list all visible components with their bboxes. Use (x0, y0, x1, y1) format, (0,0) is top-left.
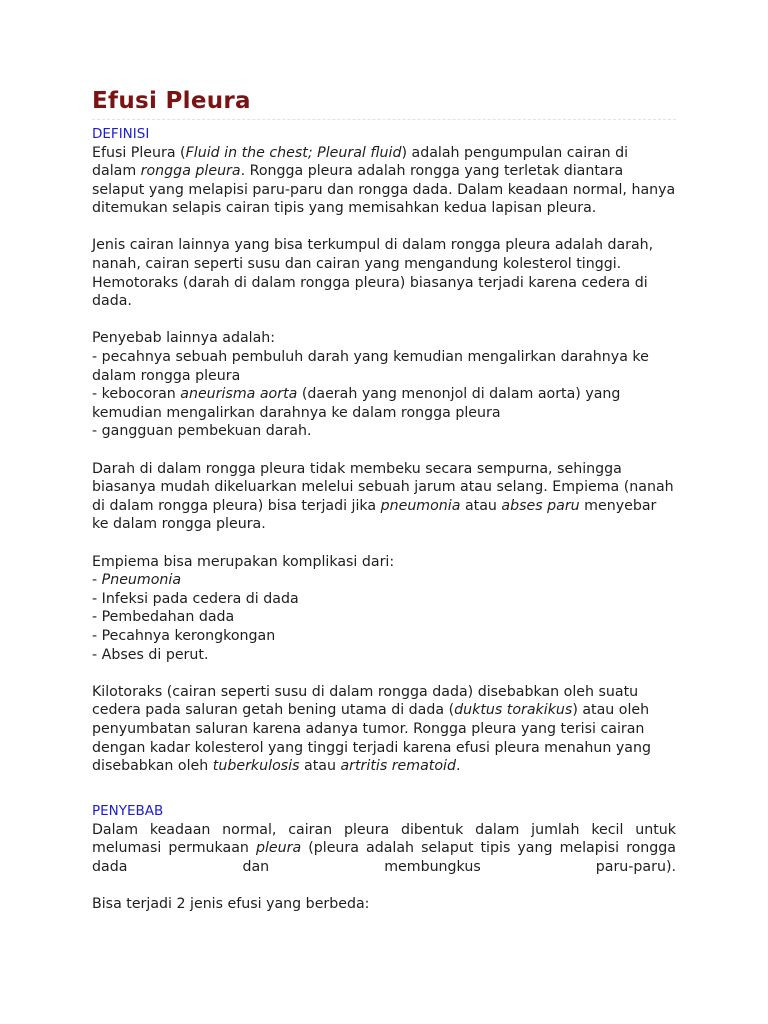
list-intro: Penyebab lainnya adalah: (92, 330, 276, 347)
italic-term: pneumonia (380, 497, 461, 514)
definisi-paragraph-1 (92, 144, 676, 218)
text-run: atau (299, 758, 341, 775)
italic-term: duktus torakikus (454, 702, 573, 719)
section-heading-definisi: DEFINISI (92, 126, 150, 142)
italic-term: abses paru (501, 497, 580, 514)
text-run: Darah di dalam rongga pleura tidak membeku secara sempurna, sehingga biasanya mudah dikeluarkan melelui sebuah jarum atau selang. Empiema (nanah di dalam rongga pleura) bisa terjadi jika (92, 460, 674, 514)
penyebab-paragraph-1 (92, 821, 676, 877)
list-item: - Infeksi pada cedera di dada (92, 590, 299, 607)
paragraph-gap (92, 218, 676, 237)
list-item: - Abses di perut. (92, 646, 209, 663)
list-item: - gangguan pembekuan darah. (92, 423, 312, 440)
list-item: - Pecahnya kerongkongan (92, 627, 276, 644)
paragraph-gap (92, 877, 676, 896)
list-item (92, 571, 676, 590)
text-run: ) atau oleh penyumbatan saluran karena adanya tumor. Rongga pleura yang terisi cairan dengan kadar kolesterol yang tinggi terjadi karena efusi pleura menahun yang disebabkan oleh (92, 702, 651, 775)
paragraph-gap (92, 441, 676, 460)
definisi-paragraph-6 (92, 683, 676, 776)
list-item: - Pembedahan dada (92, 609, 235, 626)
definisi-paragraph-5 (92, 553, 676, 665)
definisi-paragraph-4 (92, 460, 676, 534)
text-run: - (92, 572, 102, 589)
definisi-paragraph-3 (92, 329, 676, 441)
text-run: ) adalah pengumpulan cairan di dalam (92, 144, 629, 180)
text-run: atau (460, 497, 502, 514)
text-run: Kilotoraks (cairan seperti susu di dalam rongga dada) disebabkan oleh suatu cedera pada saluran getah bening utama di dada ( (92, 683, 639, 719)
paragraph-gap (92, 664, 676, 683)
section-heading-penyebab: PENYEBAB (92, 803, 164, 820)
text-run: - kebocoran (92, 386, 181, 403)
italic-term: rongga pleura (140, 163, 241, 180)
text-run: . Rongga pleura adalah rongga yang terletak diantara selaput yang melapisi paru-paru dan rongga dada. Dalam keadaan normal, hanya ditemukan selapis cairan tipis yang memisahkan kedua lapisan pleura. (92, 163, 676, 217)
paragraph-gap (92, 311, 676, 330)
document-page (92, 86, 676, 914)
paragraph-gap (92, 776, 676, 795)
penyebab-paragraph-2: Bisa terjadi 2 jenis efusi yang berbeda: (92, 896, 370, 913)
text-run: (daerah yang menonjol di dalam aorta) yang kemudian mengalirkan darahnya ke dalam rongga pleura (92, 386, 621, 421)
list-item (92, 385, 676, 422)
list-item: - pecahnya sebuah pembuluh darah yang kemudian mengalirkan darahnya ke dalam rongga pleura (92, 349, 649, 384)
italic-term: artritis rematoid (340, 758, 456, 775)
definisi-paragraph-2: Jenis cairan lainnya yang bisa terkumpul di dalam rongga pleura adalah darah, nanah, cairan seperti susu dan cairan yang mengandung kolesterol tinggi. Hemotoraks (darah di dalam rongga pleura) biasanya terjadi karena cedera di dada. (92, 237, 654, 310)
text-run: menyebar ke dalam rongga pleura. (92, 497, 657, 533)
italic-term: Pneumonia (101, 572, 182, 589)
italic-term: pleura (255, 840, 302, 857)
page-title: Efusi Pleura (92, 86, 676, 120)
italic-term: Fluid in the chest; Pleural fluid (185, 144, 402, 161)
text-run: (pleura adalah selaput tipis yang melapisi rongga dada dan membungkus paru-paru). (92, 840, 677, 875)
italic-term: tuberkulosis (212, 758, 300, 775)
list-intro: Empiema bisa merupakan komplikasi dari: (92, 553, 395, 570)
italic-term: aneurisma aorta (180, 386, 298, 403)
paragraph-gap (92, 534, 676, 553)
text-run: Dalam keadaan normal, cairan pleura dibentuk dalam jumlah kecil untuk melumasi permukaan (92, 821, 676, 857)
text-run: . (456, 758, 461, 775)
text-run: Efusi Pleura ( (92, 144, 186, 161)
